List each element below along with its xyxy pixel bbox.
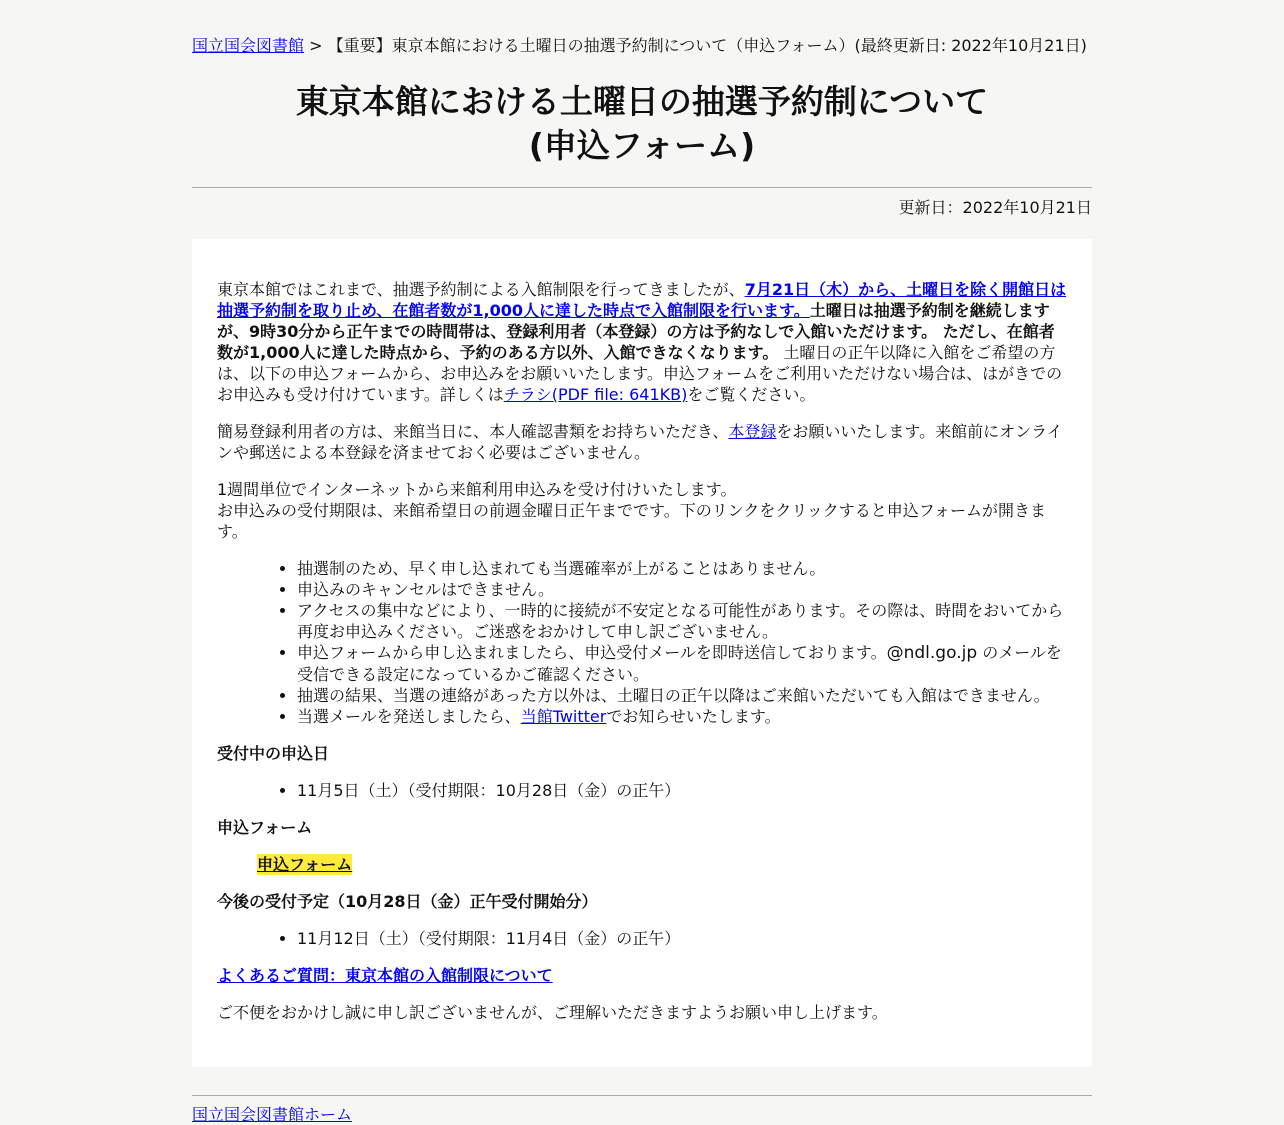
full-registration-link[interactable]: 本登録 bbox=[728, 422, 777, 441]
faq-link[interactable]: よくあるご質問：東京本館の入館制限について bbox=[217, 966, 553, 985]
upcoming-list bbox=[217, 928, 1067, 949]
list-item: • 11月12日（土）（受付期限：11月4日（金）の正午） bbox=[297, 928, 1067, 949]
content-card bbox=[192, 239, 1092, 1067]
breadcrumb-current: 【重要】東京本館における土曜日の抽選予約制について（申込フォーム）(最終更新日: 2022年10月21日) bbox=[327, 36, 1087, 55]
weekly-line2: お申込みの受付期限は、来館希望日の前週金曜日正午までです。下のリンクをクリックすると申込フォームが開きます。 bbox=[217, 501, 1046, 541]
form-heading: 申込フォーム bbox=[217, 818, 313, 837]
upcoming-heading: 今後の受付予定（10月28日（金）正午受付開始分） bbox=[217, 892, 598, 911]
footer-divider bbox=[192, 1095, 1092, 1096]
registration-text1: 簡易登録利用者の方は、来館当日に、本人確認書類をお持ちいただき、 bbox=[217, 422, 729, 441]
intro-paragraph bbox=[217, 279, 1067, 405]
list-item bbox=[297, 706, 1067, 727]
form-link-row bbox=[217, 854, 1067, 875]
note6-text-pre: 当選メールを発送しましたら、 bbox=[297, 707, 521, 726]
registration-paragraph bbox=[217, 421, 1067, 463]
content-body bbox=[217, 279, 1067, 1039]
list-item: • 抽選制のため、早く申し込まれても当選確率が上がることはありません。 bbox=[297, 558, 1067, 579]
list-item bbox=[297, 642, 1067, 685]
breadcrumb-separator: > bbox=[304, 36, 328, 55]
page-title bbox=[192, 80, 1092, 168]
intro-text1: 東京本館ではこれまで、抽選予約制による入館制限を行ってきましたが、 bbox=[217, 280, 745, 299]
flyer-pdf-link[interactable]: チラシ(PDF file: 641KB) bbox=[503, 385, 688, 404]
page-title-line1: 東京本館における土曜日の抽選予約制について bbox=[295, 82, 989, 121]
intro-notice-link[interactable]: 7月21日（木）から、土曜日を除く開館日は抽選予約制を取り止め、在館者数が1,000人に達した時点で入館制限を行います。 bbox=[217, 280, 1067, 320]
list-item: • 抽選の結果、当選の連絡があった方以外は、土曜日の正午以降はご来館いただいても入館はできません。 bbox=[297, 685, 1067, 706]
note4-text-pre: 申込フォームから申し込まれましたら、申込受付メールを即時送信しております。 bbox=[297, 643, 887, 662]
form-highlight bbox=[257, 854, 352, 875]
email-domain: @ndl.go.jp bbox=[886, 643, 978, 663]
list-item: • 11月5日（土）（受付期限：10月28日（金）の正午） bbox=[297, 780, 1067, 801]
note4-text-post: のメールを受信できる設定になっているかご確認ください。 bbox=[297, 643, 1062, 684]
header-divider bbox=[192, 187, 1092, 188]
notes-list bbox=[217, 558, 1067, 727]
footer-home-link[interactable]: 国立国会図書館ホーム bbox=[192, 1105, 353, 1124]
footer bbox=[192, 1104, 352, 1125]
accepting-heading: 受付中の申込日 bbox=[217, 744, 330, 763]
intro-bold-notice: 土曜日は抽選予約制を継続しますが、9時30分から正午までの時間帯は、登録利用者（本登録）の方は予約なしで入館いただけます。 ただし、在館者数が1,000人に達した時点から、予約のある方以外、入館できなくなります。 bbox=[217, 301, 1055, 362]
list-item: • アクセスの集中などにより、一時的に接続が不安定となる可能性があります。その際は、時間をおいてから再度お申込みください。ご迷惑をおかけして申し訳ございません。 bbox=[297, 600, 1067, 642]
updated-date: 更新日：2022年10月21日 bbox=[898, 198, 1092, 217]
breadcrumb bbox=[192, 35, 1087, 56]
application-form-link[interactable]: 申込フォーム bbox=[257, 855, 353, 874]
weekly-paragraph bbox=[217, 479, 1067, 542]
apology-text: ご不便をおかけし誠に申し訳ございませんが、ご理解いただきますようお願い申し上げます。 bbox=[217, 1003, 888, 1022]
registration-text2: をお願いいたします。来館前にオンラインや郵送による本登録を済ませておく必要はございません。 bbox=[217, 422, 1063, 462]
intro-text2: 土曜日の正午以降に入館をご希望の方は、以下の申込フォームから、お申込みをお願いいたします。申込フォームをご利用いただけない場合は、はがきでのお申込みも受け付けています。詳しくは bbox=[217, 343, 1063, 404]
breadcrumb-home-link[interactable]: 国立国会図書館 bbox=[192, 36, 305, 55]
intro-text3: をご覧ください。 bbox=[687, 385, 816, 404]
weekly-line1: 1週間単位でインターネットから来館利用申込みを受け付けいたします。 bbox=[217, 480, 737, 499]
page-title-line2: (申込フォーム) bbox=[528, 126, 756, 165]
faq-paragraph bbox=[217, 965, 1067, 986]
note6-text-post: でお知らせいたします。 bbox=[606, 707, 781, 726]
accepting-list bbox=[217, 780, 1067, 801]
list-item: • 申込みのキャンセルはできません。 bbox=[297, 579, 1067, 600]
twitter-link[interactable]: 当館Twitter bbox=[520, 707, 607, 726]
